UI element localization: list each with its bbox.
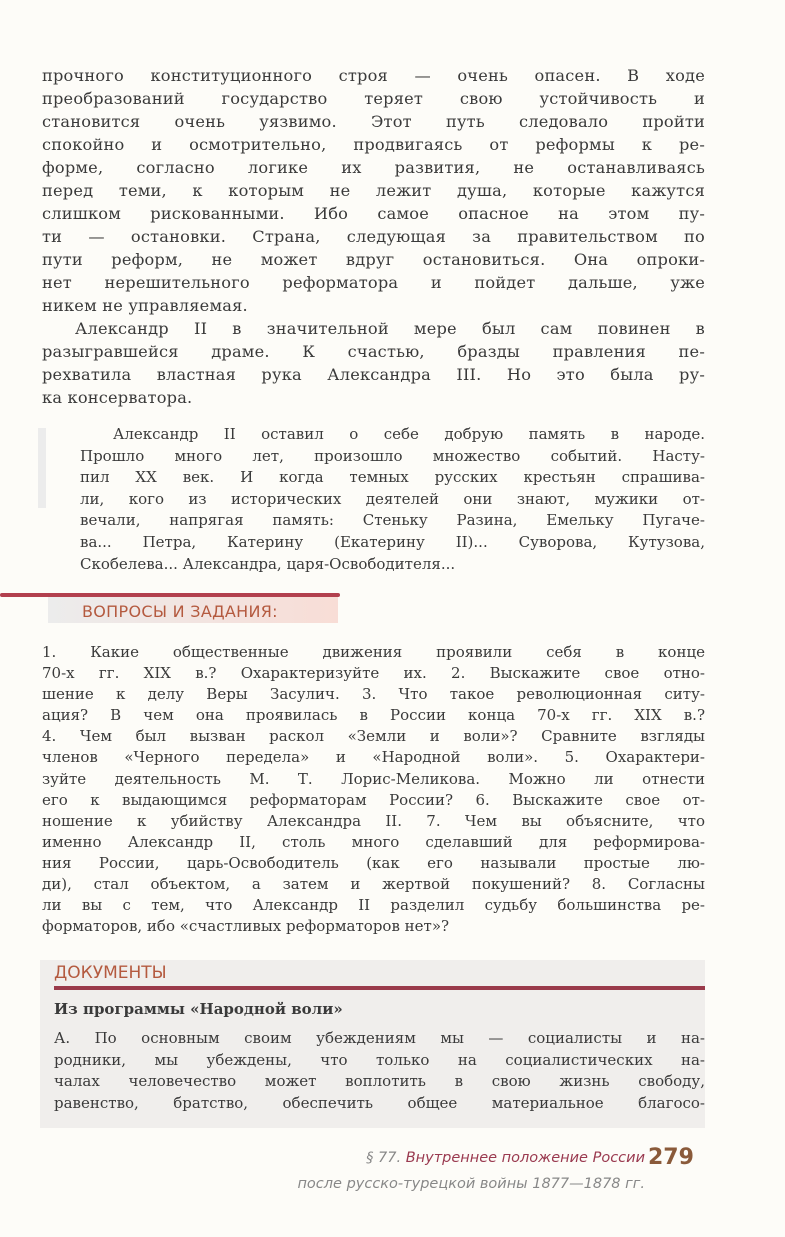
- text-line: ка консерватора.: [42, 388, 193, 407]
- text-line: А. По основным своим убеждениям мы — социалисты и на-: [54, 1029, 705, 1047]
- text-line: ния России, царь-Освободитель (как его называли простые лю-: [42, 853, 705, 872]
- text-line: нет нерешительного реформатора и пойдет дальше, уже: [42, 273, 705, 292]
- text-line: форме, согласно логике их развития, не останавливаясь: [42, 158, 705, 177]
- text-line: 4. Чем был вызван раскол «Земли и воли»? Сравните взгляды: [42, 727, 705, 746]
- text-line: 1. Какие общественные движения проявили себя в конце: [42, 643, 705, 661]
- text-line: Александр II оставил о себе добрую память в народе.: [113, 425, 705, 443]
- text-line: зуйте деятельность М. Т. Лорис-Меликова. Можно ли отнести: [42, 769, 705, 788]
- text-line: ли, кого из исторических деятелей они знают, мужики от-: [80, 489, 705, 508]
- quote-marker: [38, 428, 46, 508]
- page-number: 279: [648, 1145, 694, 1170]
- text-line: Прошло много лет, произошло множество событий. Насту-: [80, 446, 705, 465]
- documents-divider: [54, 986, 705, 990]
- quote-block: [80, 424, 705, 575]
- document-text: [54, 1028, 705, 1114]
- body-paragraph-2: [42, 317, 705, 409]
- text-line: ли вы с тем, что Александр II разделил судьбу большинства ре-: [42, 896, 705, 915]
- text-line: слишком рискованными. Ибо самое опасное на этом пу-: [42, 204, 705, 223]
- text-line: его к выдающимся реформаторам России? 6. Выскажите свое от-: [42, 790, 705, 809]
- section-title-continued: после русско-турецкой войны 1877—1878 гг.: [297, 1176, 645, 1192]
- text-line: шение к делу Веры Засулич. 3. Что такое революционная ситу-: [42, 685, 705, 704]
- text-line: становится очень уязвимо. Этот путь следовало пройти: [42, 112, 705, 131]
- text-line: прочного конституционного строя — очень опасен. В ходе: [42, 66, 705, 85]
- text-line: рехватила властная рука Александра III. Но это была ру-: [42, 365, 705, 384]
- text-line: чалах человечество может воплотить в свою жизнь свободу,: [54, 1072, 705, 1090]
- text-line: пил XX век. И когда темных русских крестьян спрашива-: [80, 468, 705, 487]
- documents-heading: ДОКУМЕНТЫ: [54, 963, 167, 983]
- section-title: Внутреннее положение России: [405, 1150, 645, 1166]
- text-line: Александр II в значительной мере был сам повинен в: [75, 319, 705, 338]
- text-line: перед теми, к которым не лежит душа, которые кажутся: [42, 181, 705, 200]
- text-line: ношение к убийству Александра II. 7. Чем вы объясните, что: [42, 811, 705, 830]
- text-line: форматоров, ибо «счастливых реформаторов нет»?: [42, 917, 450, 936]
- text-line: никем не управляемая.: [42, 296, 248, 315]
- text-line: преобразований государство теряет свою устойчивость и: [42, 89, 705, 108]
- text-line: именно Александр II, столь много сделавший для реформирова-: [42, 832, 705, 851]
- document-title: Из программы «Народной воли»: [54, 1000, 343, 1018]
- text-line: спокойно и осмотрительно, продвигаясь от реформы к ре-: [42, 135, 705, 154]
- text-line: ди), стал объектом, а затем и жертвой покушений? 8. Согласны: [42, 875, 705, 894]
- text-line: 70-х гг. XIX в.? Охарактеризуйте их. 2. Выскажите свое отно-: [42, 664, 705, 683]
- text-line: равенство, братство, обеспечить общее материальное благосо-: [54, 1093, 705, 1112]
- text-line: ва... Петра, Катерину (Екатерину II)... Суворова, Кутузова,: [80, 532, 705, 551]
- section-number: § 77.: [366, 1150, 402, 1166]
- text-line: вечали, напрягая память: Стеньку Разина, Емельку Пугаче-: [80, 511, 705, 530]
- text-line: Скобелева... Александра, царя-Освободителя...: [80, 554, 456, 573]
- text-line: ация? В чем она проявилась в России конца 70-х гг. XIX в.?: [42, 706, 705, 725]
- body-paragraph-1: [42, 64, 705, 317]
- questions-heading: ВОПРОСЫ И ЗАДАНИЯ:: [48, 597, 338, 623]
- text-line: пути реформ, не может вдруг остановиться. Она опроки-: [42, 250, 705, 269]
- text-line: разыгравшейся драме. К счастью, бразды правления пе-: [42, 342, 705, 361]
- text-line: родники, мы убеждены, что только на социалистических на-: [54, 1050, 705, 1069]
- text-line: ти — остановки. Страна, следующая за правительством по: [42, 227, 705, 246]
- questions-list: [42, 642, 705, 937]
- running-footer: [366, 1150, 645, 1166]
- text-line: членов «Черного передела» и «Народной воли». 5. Охарактери-: [42, 748, 705, 767]
